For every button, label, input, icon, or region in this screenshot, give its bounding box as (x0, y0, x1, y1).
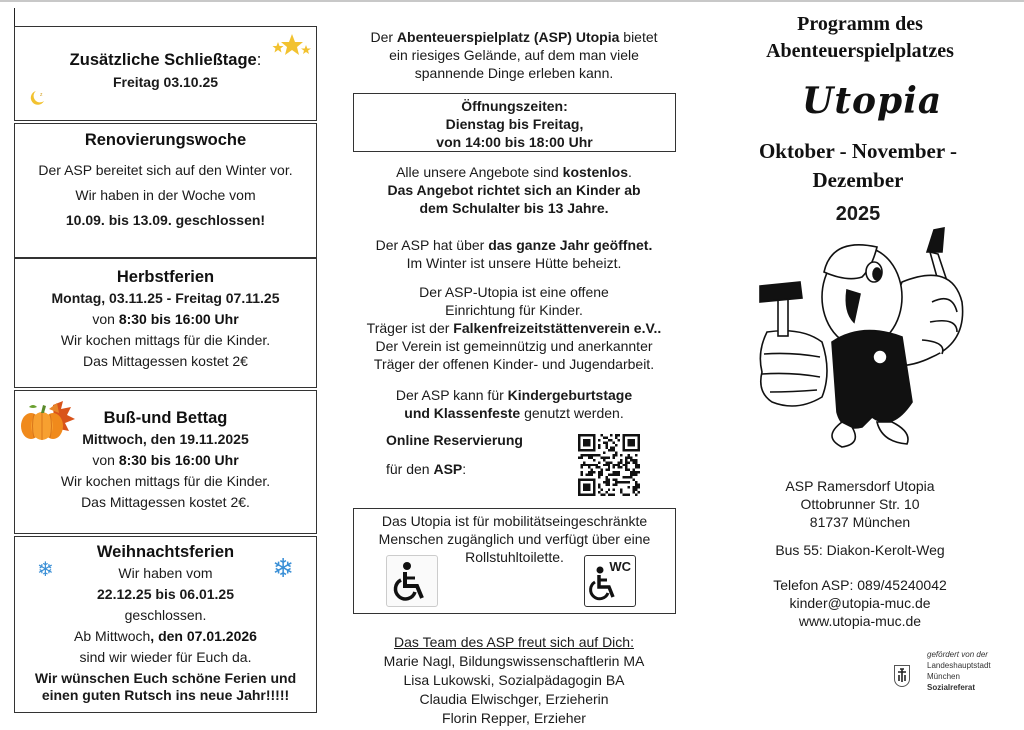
christmas-line-5: sind wir wieder für Euch da. (79, 649, 252, 665)
reservation-line-2 (386, 461, 466, 477)
renovation-box (14, 123, 317, 258)
address (738, 477, 982, 531)
autumn-line-2: Das Mittagessen kostet 2€ (83, 353, 248, 369)
intro-line-2: ein riesiges Gelände, auf dem man viele (389, 47, 639, 63)
address-line: ASP Ramersdorf Utopia (785, 478, 935, 494)
autumn-title: Herbstferien (116, 268, 215, 286)
website-link[interactable]: www.utopia-muc.de (798, 613, 922, 629)
christmas-dates: 22.12.25 bis 06.01.25 (97, 586, 234, 602)
intro-post: bietet (619, 29, 658, 45)
buss-time-value: 8:30 bis 16:00 Uhr (118, 452, 239, 468)
christmas-reopen (15, 626, 316, 647)
closure-box (14, 26, 317, 121)
about-line-5: Träger der offenen Kinder- und Jugendarbeit. (373, 356, 655, 372)
team-member: Marie Nagl, Bildungswissenschaftlerin MA (383, 653, 645, 669)
christmas-line-3: geschlossen. (124, 607, 207, 623)
closure-title: Zusätzliche Schließtage (69, 51, 257, 69)
christmas-wish-2: einen guten Rutsch ins neue Jahr!!!!! (41, 687, 290, 703)
accessibility-box (353, 508, 676, 614)
team-member: Lisa Lukowski, Sozialpädagogin BA (403, 672, 625, 688)
year: 2025 (835, 203, 881, 225)
program-title-line-2: Abenteuerspielplatzes (766, 40, 954, 62)
reservation-pre: für den (386, 461, 434, 477)
buss-time-prefix: von (92, 452, 119, 468)
buss-title: Buß-und Bettag (103, 409, 228, 427)
opening-hours-days: Dienstag bis Freitag, (445, 116, 584, 132)
team-member: Claudia Elwischger, Erzieherin (419, 691, 609, 707)
months-line-2: Dezember (812, 168, 904, 192)
bus-info: Bus 55: Diakon-Kerolt-Weg (775, 542, 945, 558)
program-title (738, 11, 982, 65)
buss-line-2: Das Mittagessen kostet 2€. (81, 494, 250, 510)
free-post: . (628, 164, 632, 180)
free-pre: Alle unsere Angebote sind (396, 164, 563, 180)
email-link[interactable]: kinder@utopia-muc.de (789, 595, 931, 611)
bird-mascot-icon (752, 222, 972, 454)
access-line-3: Rollstuhltoilette. (465, 549, 564, 565)
program-title-line-1: Programm des (797, 13, 923, 35)
snowflake-icon: ❄ (37, 559, 54, 581)
christmas-reopen-prefix: Ab Mittwoch (74, 628, 151, 644)
wc-label: WC (609, 559, 631, 574)
page-top-edge (0, 0, 1024, 2)
sponsor-block (927, 649, 991, 693)
events-classes: und Klassenfeste (404, 405, 521, 421)
year-line-2: Im Winter ist unsere Hütte beheizt. (406, 255, 622, 271)
closure-colon: : (256, 51, 262, 69)
months-line-1: Oktober - November - (758, 139, 958, 163)
buss-date: Mittwoch, den 19.11.2025 (82, 431, 249, 447)
autumn-line-1: Wir kochen mittags für die Kinder. (60, 332, 271, 348)
sponsor-line-3: München (927, 672, 960, 681)
snowflake-icon: ❄ (272, 553, 294, 583)
address-line: 81737 München (809, 514, 911, 530)
year-bold: das ganze Jahr geöffnet. (488, 237, 653, 253)
autumn-time-prefix: von (92, 311, 119, 327)
about-organisation: Falkenfreizeitstättenverein e.V.. (453, 320, 662, 336)
opening-hours-box (353, 93, 676, 152)
about-line-4: Der Verein ist gemeinnützig und anerkannter (375, 338, 653, 354)
events-text (352, 386, 676, 422)
opening-hours-time: von 14:00 bis 18:00 Uhr (436, 134, 593, 150)
opening-hours-title: Öffnungszeiten: (461, 98, 568, 114)
renovation-dates: 10.09. bis 13.09. geschlossen! (65, 212, 266, 228)
access-line-2: Menschen zugänglich und verfügt über eine (378, 531, 651, 547)
events-post: genutzt werden. (520, 405, 624, 421)
reservation-post: : (462, 461, 467, 477)
autumn-dates: Montag, 03.11.25 - Freitag 07.11.25 (51, 290, 280, 306)
team-title: Das Team des ASP freut sich auf Dich: (394, 634, 634, 650)
about-line-2: Einrichtung für Kinder. (445, 302, 583, 318)
autumn-box (14, 258, 317, 388)
reservation-asp: ASP (433, 461, 463, 477)
phone: Telefon ASP: 089/45240042 (773, 577, 947, 593)
sponsor-line-1: gefördert von der (927, 650, 988, 659)
renovation-line-2: Wir haben in der Woche vom (75, 187, 256, 203)
reservation-title: Online Reservierung (386, 432, 523, 448)
events-pre: Der ASP kann für (395, 387, 508, 403)
buss-line-1: Wir kochen mittags für die Kinder. (60, 473, 271, 489)
buss-bettag-box (14, 390, 317, 534)
wheelchair-wc-icon (584, 555, 636, 607)
intro-line-3: spannende Dinge erleben kann. (414, 65, 614, 81)
moon-icon (27, 89, 47, 107)
munich-crest-icon (894, 665, 910, 687)
christmas-wish-1: Wir wünschen Euch schöne Ferien und (34, 670, 297, 686)
autumn-time (15, 309, 316, 330)
free-offer-text (352, 163, 676, 217)
about-text (352, 283, 676, 373)
wheelchair-icon (386, 555, 438, 607)
free-line-3: dem Schulalter bis 13 Jahre. (419, 200, 609, 216)
free-bold: kostenlos (562, 164, 629, 180)
events-birthdays: Kindergeburtstage (507, 387, 633, 403)
closure-date: Freitag 03.10.25 (112, 74, 219, 90)
months (736, 137, 980, 195)
christmas-box (14, 536, 317, 713)
free-line-2: Das Angebot richtet sich an Kinder ab (387, 182, 641, 198)
address-line: Ottobrunner Str. 10 (800, 496, 920, 512)
autumn-time-value: 8:30 bis 16:00 Uhr (118, 311, 239, 327)
fold-mark (14, 8, 15, 26)
utopia-logo: Utopia (802, 80, 943, 122)
christmas-title: Weihnachtsferien (96, 543, 235, 561)
contact (738, 576, 982, 630)
renovation-title: Renovierungswoche (84, 131, 247, 149)
intro-pre: Der (370, 29, 397, 45)
pumpkin-icon (19, 399, 75, 443)
team-section (352, 633, 676, 728)
team-member: Florin Repper, Erzieher (442, 710, 586, 726)
christmas-line-1: Wir haben vom (118, 565, 213, 581)
stars-icon (272, 33, 312, 57)
intro-text (352, 28, 676, 82)
svg-text:z: z (40, 92, 43, 98)
sponsor-line-2: Landeshauptstadt (927, 661, 991, 670)
year-round-text (352, 236, 676, 272)
about-line-3-pre: Träger ist der (366, 320, 454, 336)
intro-bold: Abenteuerspielplatz (ASP) Utopia (396, 29, 620, 45)
qr-code-icon[interactable] (578, 434, 640, 496)
christmas-reopen-date: , den 07.01.2026 (150, 628, 257, 644)
about-line-1: Der ASP-Utopia ist eine offene (419, 284, 609, 300)
year-pre: Der ASP hat über (375, 237, 489, 253)
renovation-line-1: Der ASP bereitet sich auf den Winter vor. (38, 162, 293, 178)
buss-time (15, 450, 316, 471)
sponsor-line-4: Sozialreferat (927, 683, 976, 692)
access-line-1: Das Utopia ist für mobilitätseingeschränkte (381, 513, 648, 529)
